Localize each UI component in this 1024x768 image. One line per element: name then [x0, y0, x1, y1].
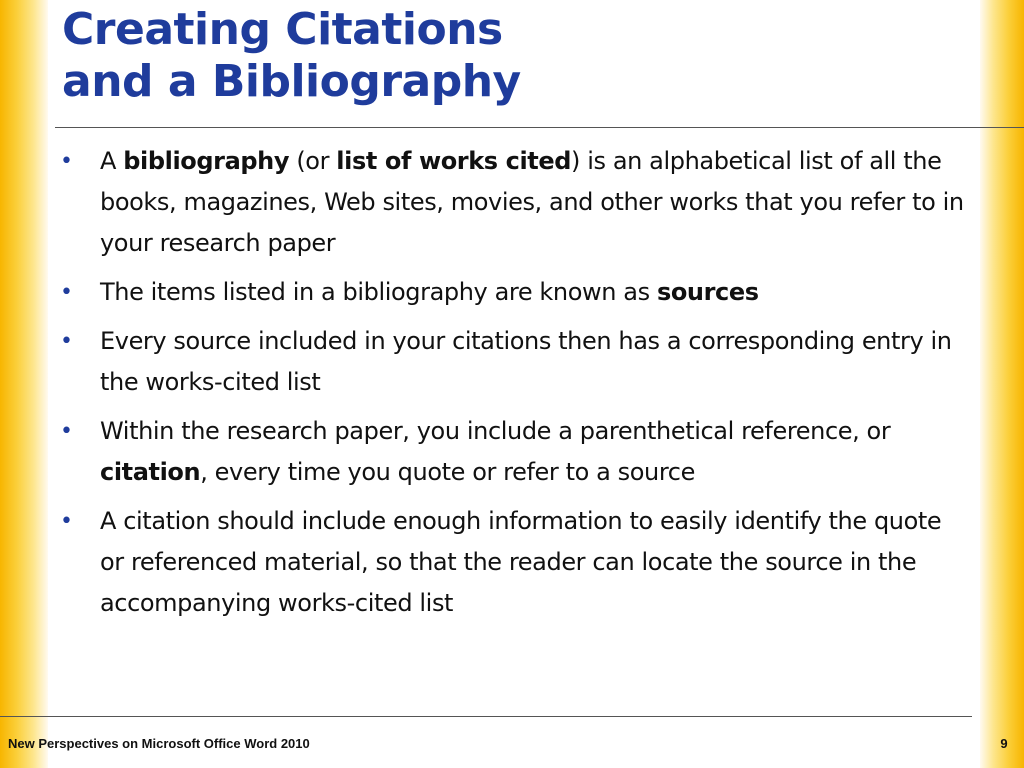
footer-text: New Perspectives on Microsoft Office Word 2010: [8, 736, 310, 751]
bullet-text: The items listed in a bibliography are known as: [100, 278, 657, 306]
bullet-text: (or: [289, 147, 337, 175]
bullet-item-corresponding-entry: [60, 321, 970, 403]
left-decorative-band: [0, 0, 48, 768]
bullet-item-sources: [60, 272, 970, 313]
title-line-1: Creating Citations: [62, 4, 503, 55]
bullet-text: A citation should include enough information to easily identify the quote or referenced material, so that the reader can locate the source in the accompanying works-cited list: [100, 507, 942, 617]
bullet-icon: •: [60, 149, 73, 174]
bullet-item-citation-info: [60, 501, 970, 624]
bullet-text: , every time you quote or refer to a source: [200, 458, 695, 486]
bullet-list: [60, 141, 970, 632]
term-bibliography: bibliography: [123, 147, 290, 175]
term-list-of-works-cited: list of works cited: [336, 147, 572, 175]
bullet-icon: •: [60, 329, 73, 354]
term-sources: sources: [656, 278, 759, 306]
term-citation: citation: [100, 458, 201, 486]
bullet-item-bibliography: [60, 141, 970, 264]
bullet-icon: •: [60, 419, 73, 444]
slide-title: [62, 4, 762, 108]
title-line-2: and a Bibliography: [62, 56, 521, 107]
slide-number: 9: [1000, 736, 1008, 751]
footer-divider: [0, 716, 972, 717]
bullet-text: A: [100, 147, 124, 175]
bullet-text: ) is an alphabetical list of all the books, magazines, Web sites, movies, and other works that you refer to in your research paper: [100, 147, 964, 257]
bullet-icon: •: [60, 509, 73, 534]
right-decorative-band: [980, 0, 1024, 768]
title-divider: [55, 127, 1024, 128]
bullet-text: Every source included in your citations then has a corresponding entry in the works-cited list: [100, 327, 952, 396]
bullet-text: Within the research paper, you include a parenthetical reference, or: [100, 417, 891, 445]
bullet-icon: •: [60, 280, 73, 305]
bullet-item-citation: [60, 411, 970, 493]
